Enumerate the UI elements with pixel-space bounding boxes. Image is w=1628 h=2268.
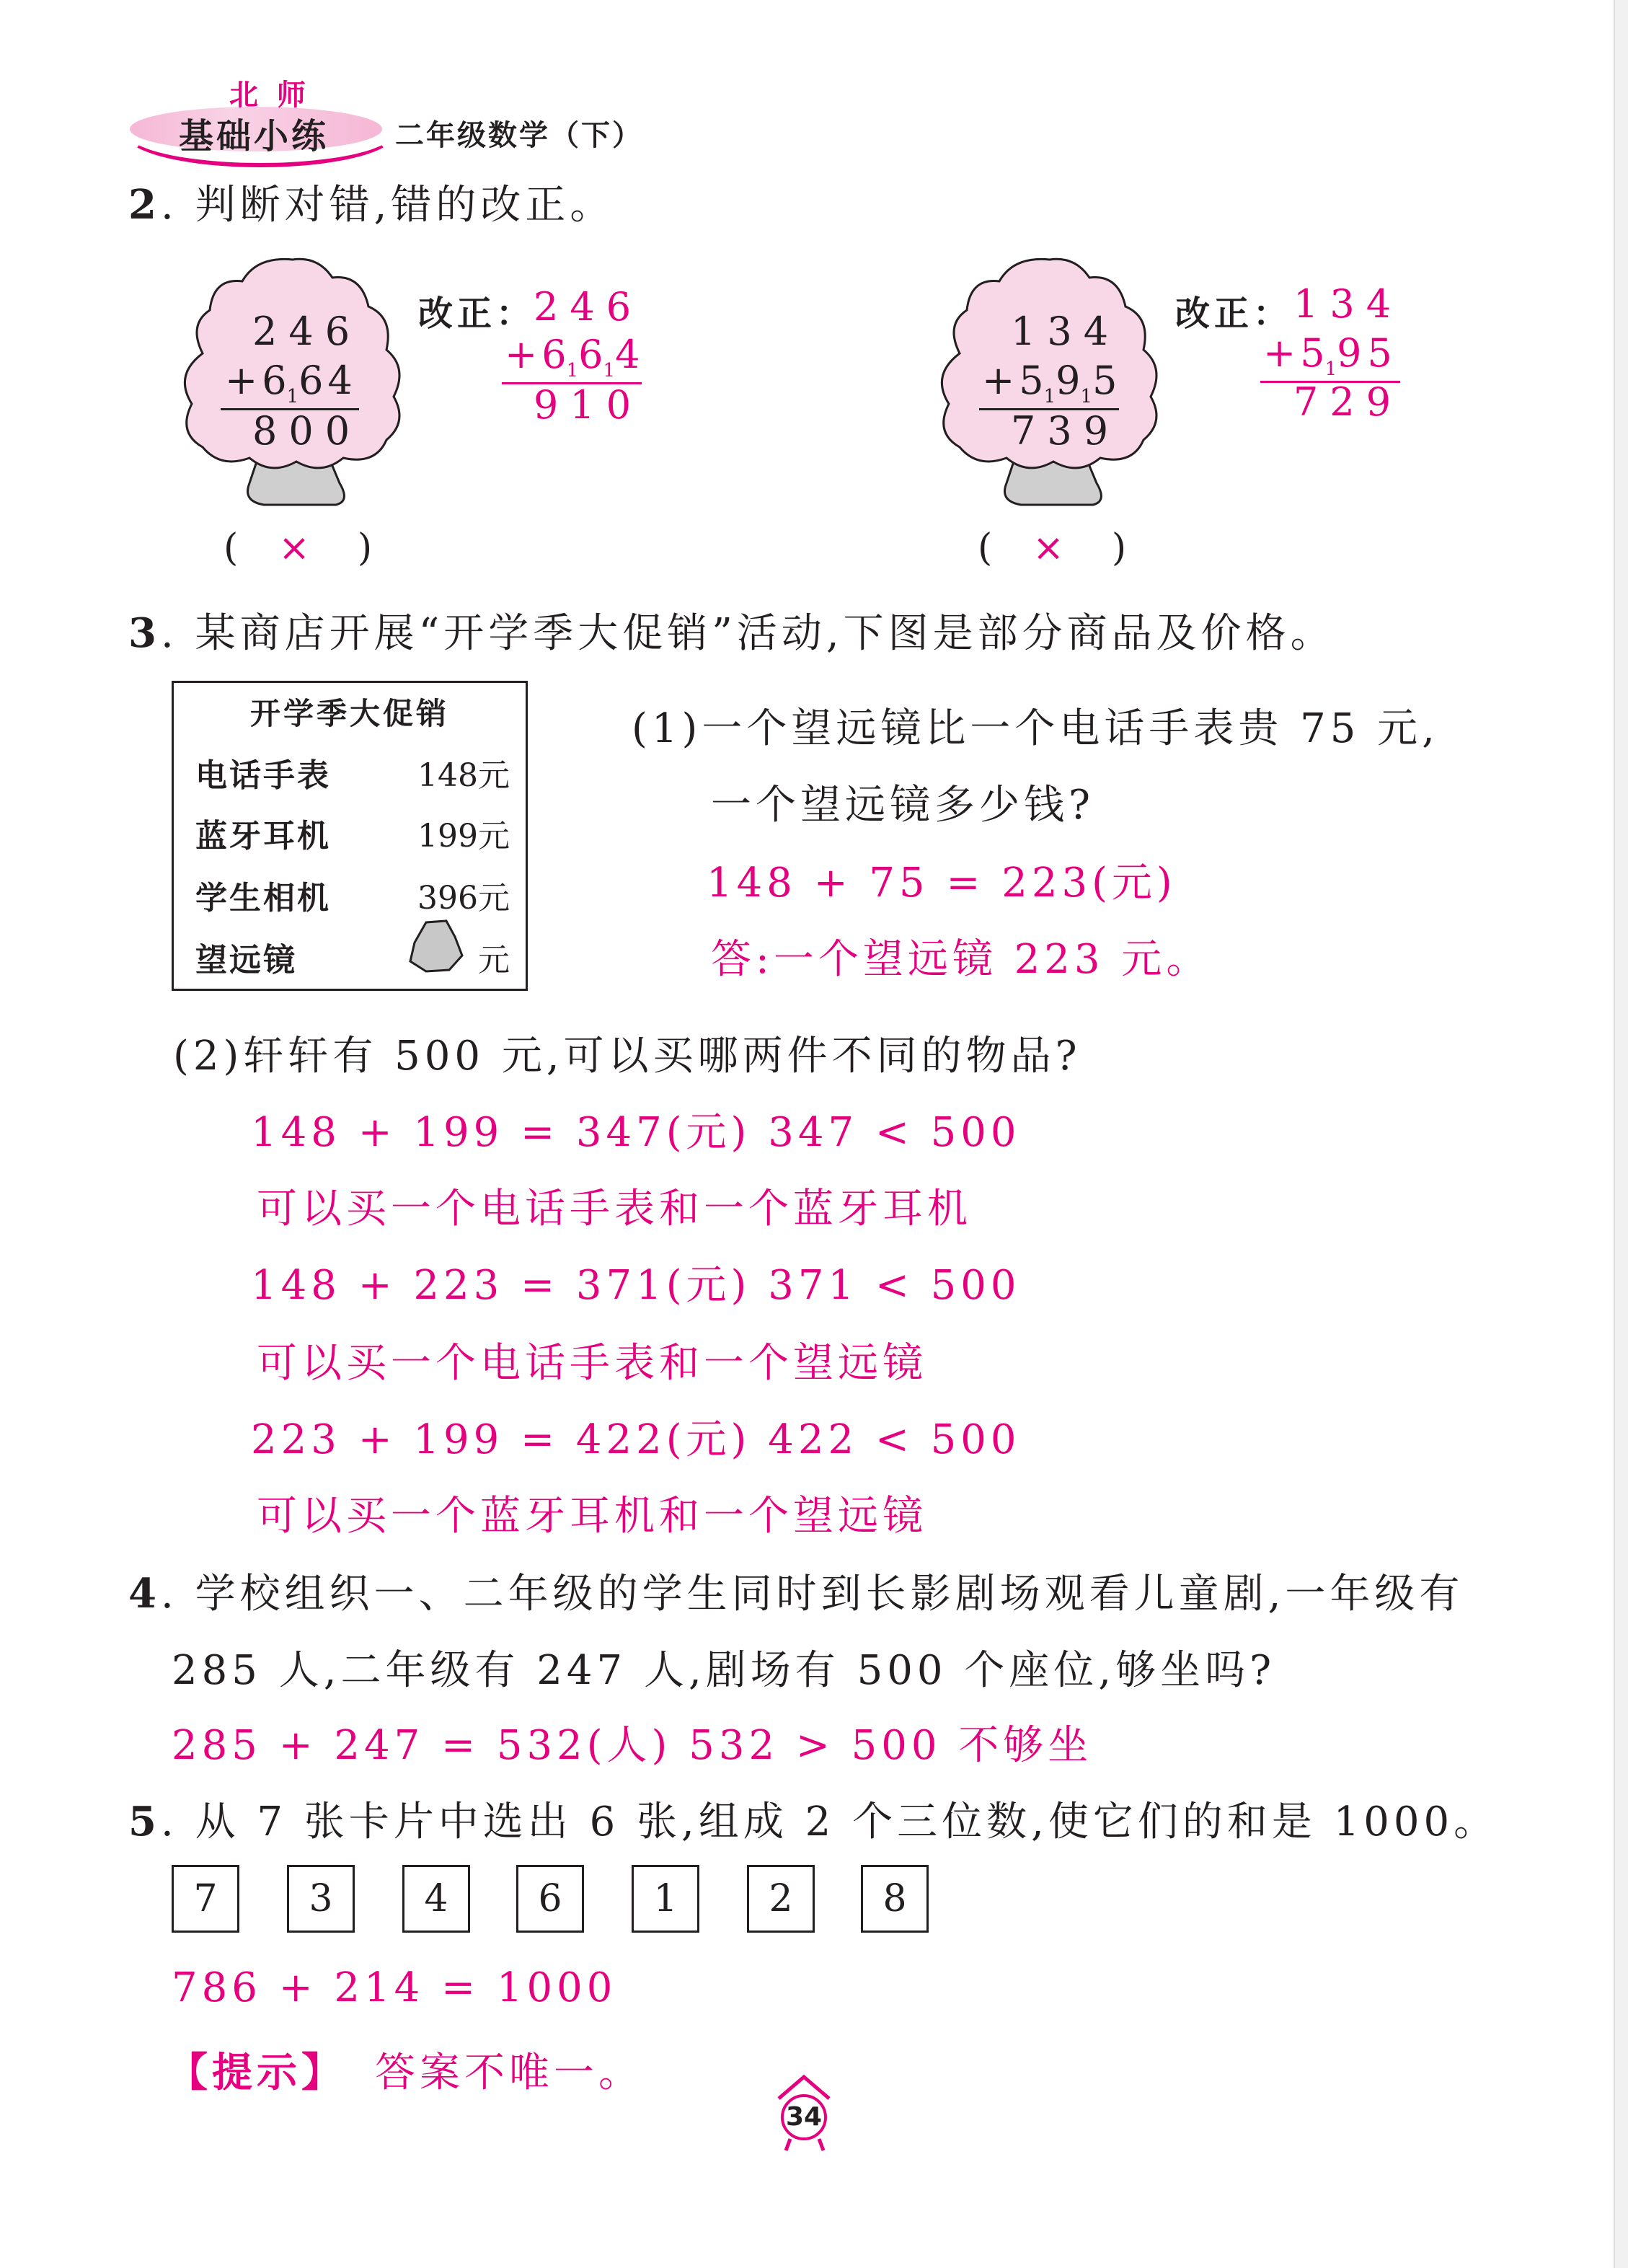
number-card: 8 xyxy=(861,1865,929,1933)
q2-left-addend: + $6_16$ 4 xyxy=(225,358,353,407)
q3-sub2-answer-line: 可以买一个蓝牙耳机和一个望远镜 xyxy=(257,1493,927,1540)
logo-main-text: 基础小练 xyxy=(179,116,329,156)
q3-sub2-answer-line: 148 + 223 = 371(元) 371 < 500 xyxy=(251,1262,1021,1309)
q4-answer: 285 + 247 = 532(人) 532 > 500 不够坐 xyxy=(172,1722,1093,1769)
number-card: 1 xyxy=(632,1865,699,1933)
q2-left-fix-result: 910 xyxy=(534,382,643,428)
q2-right-top-number: 134 xyxy=(1011,309,1120,354)
q2-left-fix-addend: + $6_16_14$ xyxy=(505,332,640,381)
q5-hint: 【提示】 答案不唯一。 xyxy=(167,2049,643,2096)
page-number: 34 xyxy=(781,2094,827,2140)
q2-right-result: 739 xyxy=(1011,408,1120,454)
page-edge xyxy=(1614,0,1628,2268)
q2-left-fix-top: 246 xyxy=(534,284,643,330)
q2-right-addend: + $5_19_15$ xyxy=(982,358,1118,407)
number-card: 6 xyxy=(516,1865,584,1933)
promo-title: 开学季大促销 xyxy=(249,696,449,731)
q2-left-result: 800 xyxy=(252,408,362,454)
q5-prompt: 5. 从 7 张卡片中选出 6 张,组成 2 个三位数,使它们的和是 1000。 xyxy=(128,1798,1499,1845)
number-card: 2 xyxy=(747,1865,815,1933)
q2-left-top-number: 246 xyxy=(252,309,362,354)
page-number-feet xyxy=(783,2136,826,2153)
q3-sub2-answer-line: 148 + 199 = 347(元) 347 < 500 xyxy=(251,1109,1021,1156)
number-card: 3 xyxy=(287,1865,355,1933)
q3-sub1-answer-text: 答:一个望远镜 223 元。 xyxy=(711,936,1211,983)
q3-sub2-answer-line: 223 + 199 = 422(元) 422 < 500 xyxy=(251,1416,1021,1463)
promo-row: 学生相机 396元 xyxy=(195,880,510,917)
q5-answer: 786 + 214 = 1000 xyxy=(172,1964,617,2011)
q2-right-judgement: ( × ) xyxy=(978,526,1131,570)
promo-price-table xyxy=(172,681,528,991)
q2-right-fix-top: 134 xyxy=(1293,281,1403,327)
q2-prompt: 2. 判断对错,错的改正。 xyxy=(128,181,615,229)
q2-right-fix-label: 改正： xyxy=(1175,294,1293,334)
q3-sub2-answer-line: 可以买一个电话手表和一个望远镜 xyxy=(257,1340,927,1387)
promo-row: 望远镜 元 xyxy=(195,942,510,979)
logo-top-text: 北 师 xyxy=(229,78,310,112)
book-title: 二年级数学（下） xyxy=(395,118,643,152)
q3-sub1-question-line2: 一个望远镜多少钱? xyxy=(711,782,1095,829)
q3-sub2-question: (2)轩轩有 500 元,可以买哪两件不同的物品? xyxy=(173,1033,1081,1080)
q3-prompt: 3. 某商店开展“开学季大促销”活动,下图是部分商品及价格。 xyxy=(128,609,1335,657)
q4-prompt-line2: 285 人,二年级有 247 人,剧场有 500 个座位,够坐吗? xyxy=(172,1647,1276,1694)
promo-row: 电话手表 148元 xyxy=(195,757,510,794)
q2-right-fix-result: 729 xyxy=(1293,379,1403,425)
q3-sub1-question-line1: (1)一个望远镜比一个电话手表贵 75 元, xyxy=(632,705,1439,752)
stone-icon xyxy=(404,918,466,976)
number-card: 7 xyxy=(172,1865,239,1933)
promo-row: 蓝牙耳机 199元 xyxy=(195,818,510,855)
q2-left-fix-label: 改正： xyxy=(418,294,536,334)
q2-left-judgement: ( × ) xyxy=(224,526,377,570)
q3-sub2-answer-line: 可以买一个电话手表和一个蓝牙耳机 xyxy=(257,1186,972,1232)
q3-sub1-answer-calc: 148 + 75 = 223(元) xyxy=(707,860,1177,906)
number-card: 4 xyxy=(402,1865,470,1933)
q2-right-fix-addend: + $5_19$ 5 xyxy=(1263,330,1392,380)
q4-prompt-line1: 4. 学校组织一、二年级的学生同时到长影剧场观看儿童剧,一年级有 xyxy=(128,1570,1464,1618)
